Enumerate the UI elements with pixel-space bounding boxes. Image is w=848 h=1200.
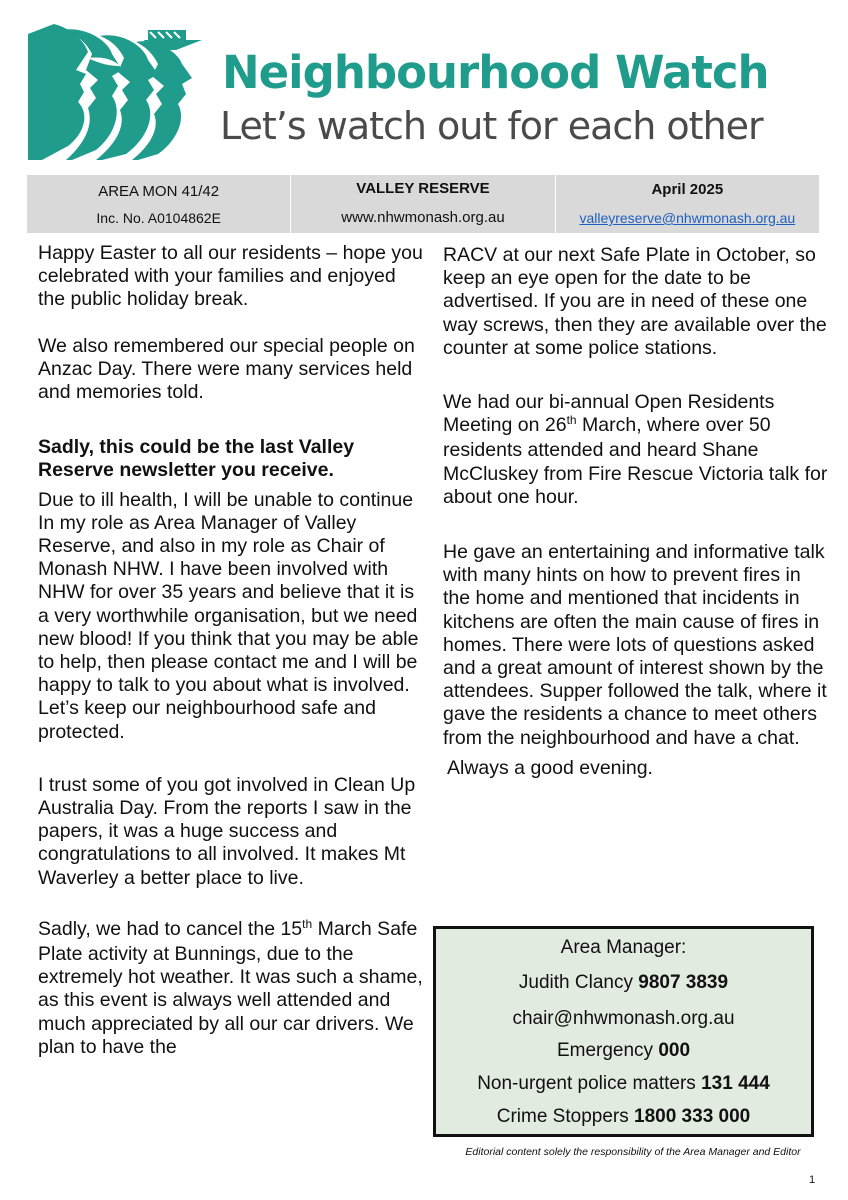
brand-title: Neighbourhood Watch <box>222 46 769 99</box>
info-bar <box>27 175 819 233</box>
info-date <box>556 175 819 233</box>
editorial-note: Editorial content solely the responsibility of the Area Manager and Editor <box>465 1146 801 1158</box>
anzac-paragraph: We also remembered our special people on Anzac Day. There were many services held and memories told. <box>38 334 415 404</box>
inc-number: Inc. No. A0104862E <box>96 210 221 226</box>
police-line: Non-urgent police matters 131 444 <box>477 1073 770 1094</box>
meeting-paragraph: We had our bi-annual Open Residents Meeting on 26th March, where over 50 residents attended and heard Shane McCluskey from Fire Rescue Victoria talk for about one hour. <box>443 391 828 508</box>
email-link[interactable]: valleyreserve@nhwmonash.org.au <box>579 210 796 226</box>
left-column <box>38 242 428 1059</box>
page-number: 1 <box>809 1174 816 1186</box>
info-name <box>291 175 555 233</box>
manager-line: Judith Clancy 9807 3839 <box>518 972 729 993</box>
police-number[interactable]: 131 444 <box>701 1073 770 1094</box>
clean-up-paragraph: I trust some of you got involved in Clean Up Australia Day. From the reports I saw in the papers, it was a huge success and congratulations to all involved. It makes Mt Waverley a better place to live. <box>38 773 416 889</box>
last-newsletter-heading: Sadly, this could be the last Valley Reserve newsletter you receive. <box>38 436 355 482</box>
contact-email[interactable]: chair@nhwmonash.org.au <box>512 1008 735 1029</box>
emergency-number[interactable]: 000 <box>658 1040 691 1061</box>
ill-health-paragraph: Due to ill health, I will be unable to continue In my role as Area Manager of Valley Reserve, and also in my role as Chair of Monash NHW. I have been involved with NHW for over 35 years and believe that it is a very worthwhile organisation, but we need new blood! If you think that you may be able to help, then please contact me and I will be happy to talk to you about what is involved. Let’s keep our neighbourhood safe and protected. <box>38 488 419 743</box>
contact-box <box>433 926 814 1137</box>
website-text: www.nhwmonash.org.au <box>341 209 505 226</box>
fire-talk-paragraph: He gave an entertaining and informative talk with many hints on how to prevent fires in the home and mentioned that incidents in kitchens are often the main cause of fires in homes. There were lots of questions asked and a great amount of interest shown by the attendees. Supper followed the talk, where it gave the residents a chance to meet others from the neighbourhood and have a chat. <box>443 541 827 749</box>
right-column <box>443 244 833 780</box>
area-code: AREA MON 41/42 <box>98 183 220 200</box>
manager-phone[interactable]: 9807 3839 <box>638 972 729 993</box>
safe-plate-paragraph: Sadly, we had to cancel the 15th March Safe Plate activity at Bunnings, due to the extremely hot weather. It was such a shame, as this event is always well attended and much appreciated by all our car drivers. We plan to have the <box>38 916 423 1058</box>
racv-paragraph: RACV at our next Safe Plate in October, so keep an eye open for the date to be advertised. If you are in need of these one way screws, then they are available over the counter at some police stations. <box>443 244 827 359</box>
crime-stoppers-number[interactable]: 1800 333 000 <box>634 1106 751 1127</box>
emergency-line: Emergency 000 <box>556 1040 691 1061</box>
issue-date: April 2025 <box>651 181 724 198</box>
contact-heading: Area Manager: <box>560 937 687 958</box>
brand-tagline: Let’s watch out for each other <box>220 104 763 148</box>
info-area <box>27 175 291 233</box>
area-name: VALLEY RESERVE <box>356 180 490 197</box>
crime-stoppers-line: Crime Stoppers 1800 333 000 <box>496 1106 751 1127</box>
good-evening-paragraph: Always a good evening. <box>447 756 653 779</box>
faces-silhouette-logo-icon <box>26 22 231 162</box>
easter-paragraph: Happy Easter to all our residents – hope you celebrated with your families and enjoyed the public holiday break. <box>38 242 423 311</box>
